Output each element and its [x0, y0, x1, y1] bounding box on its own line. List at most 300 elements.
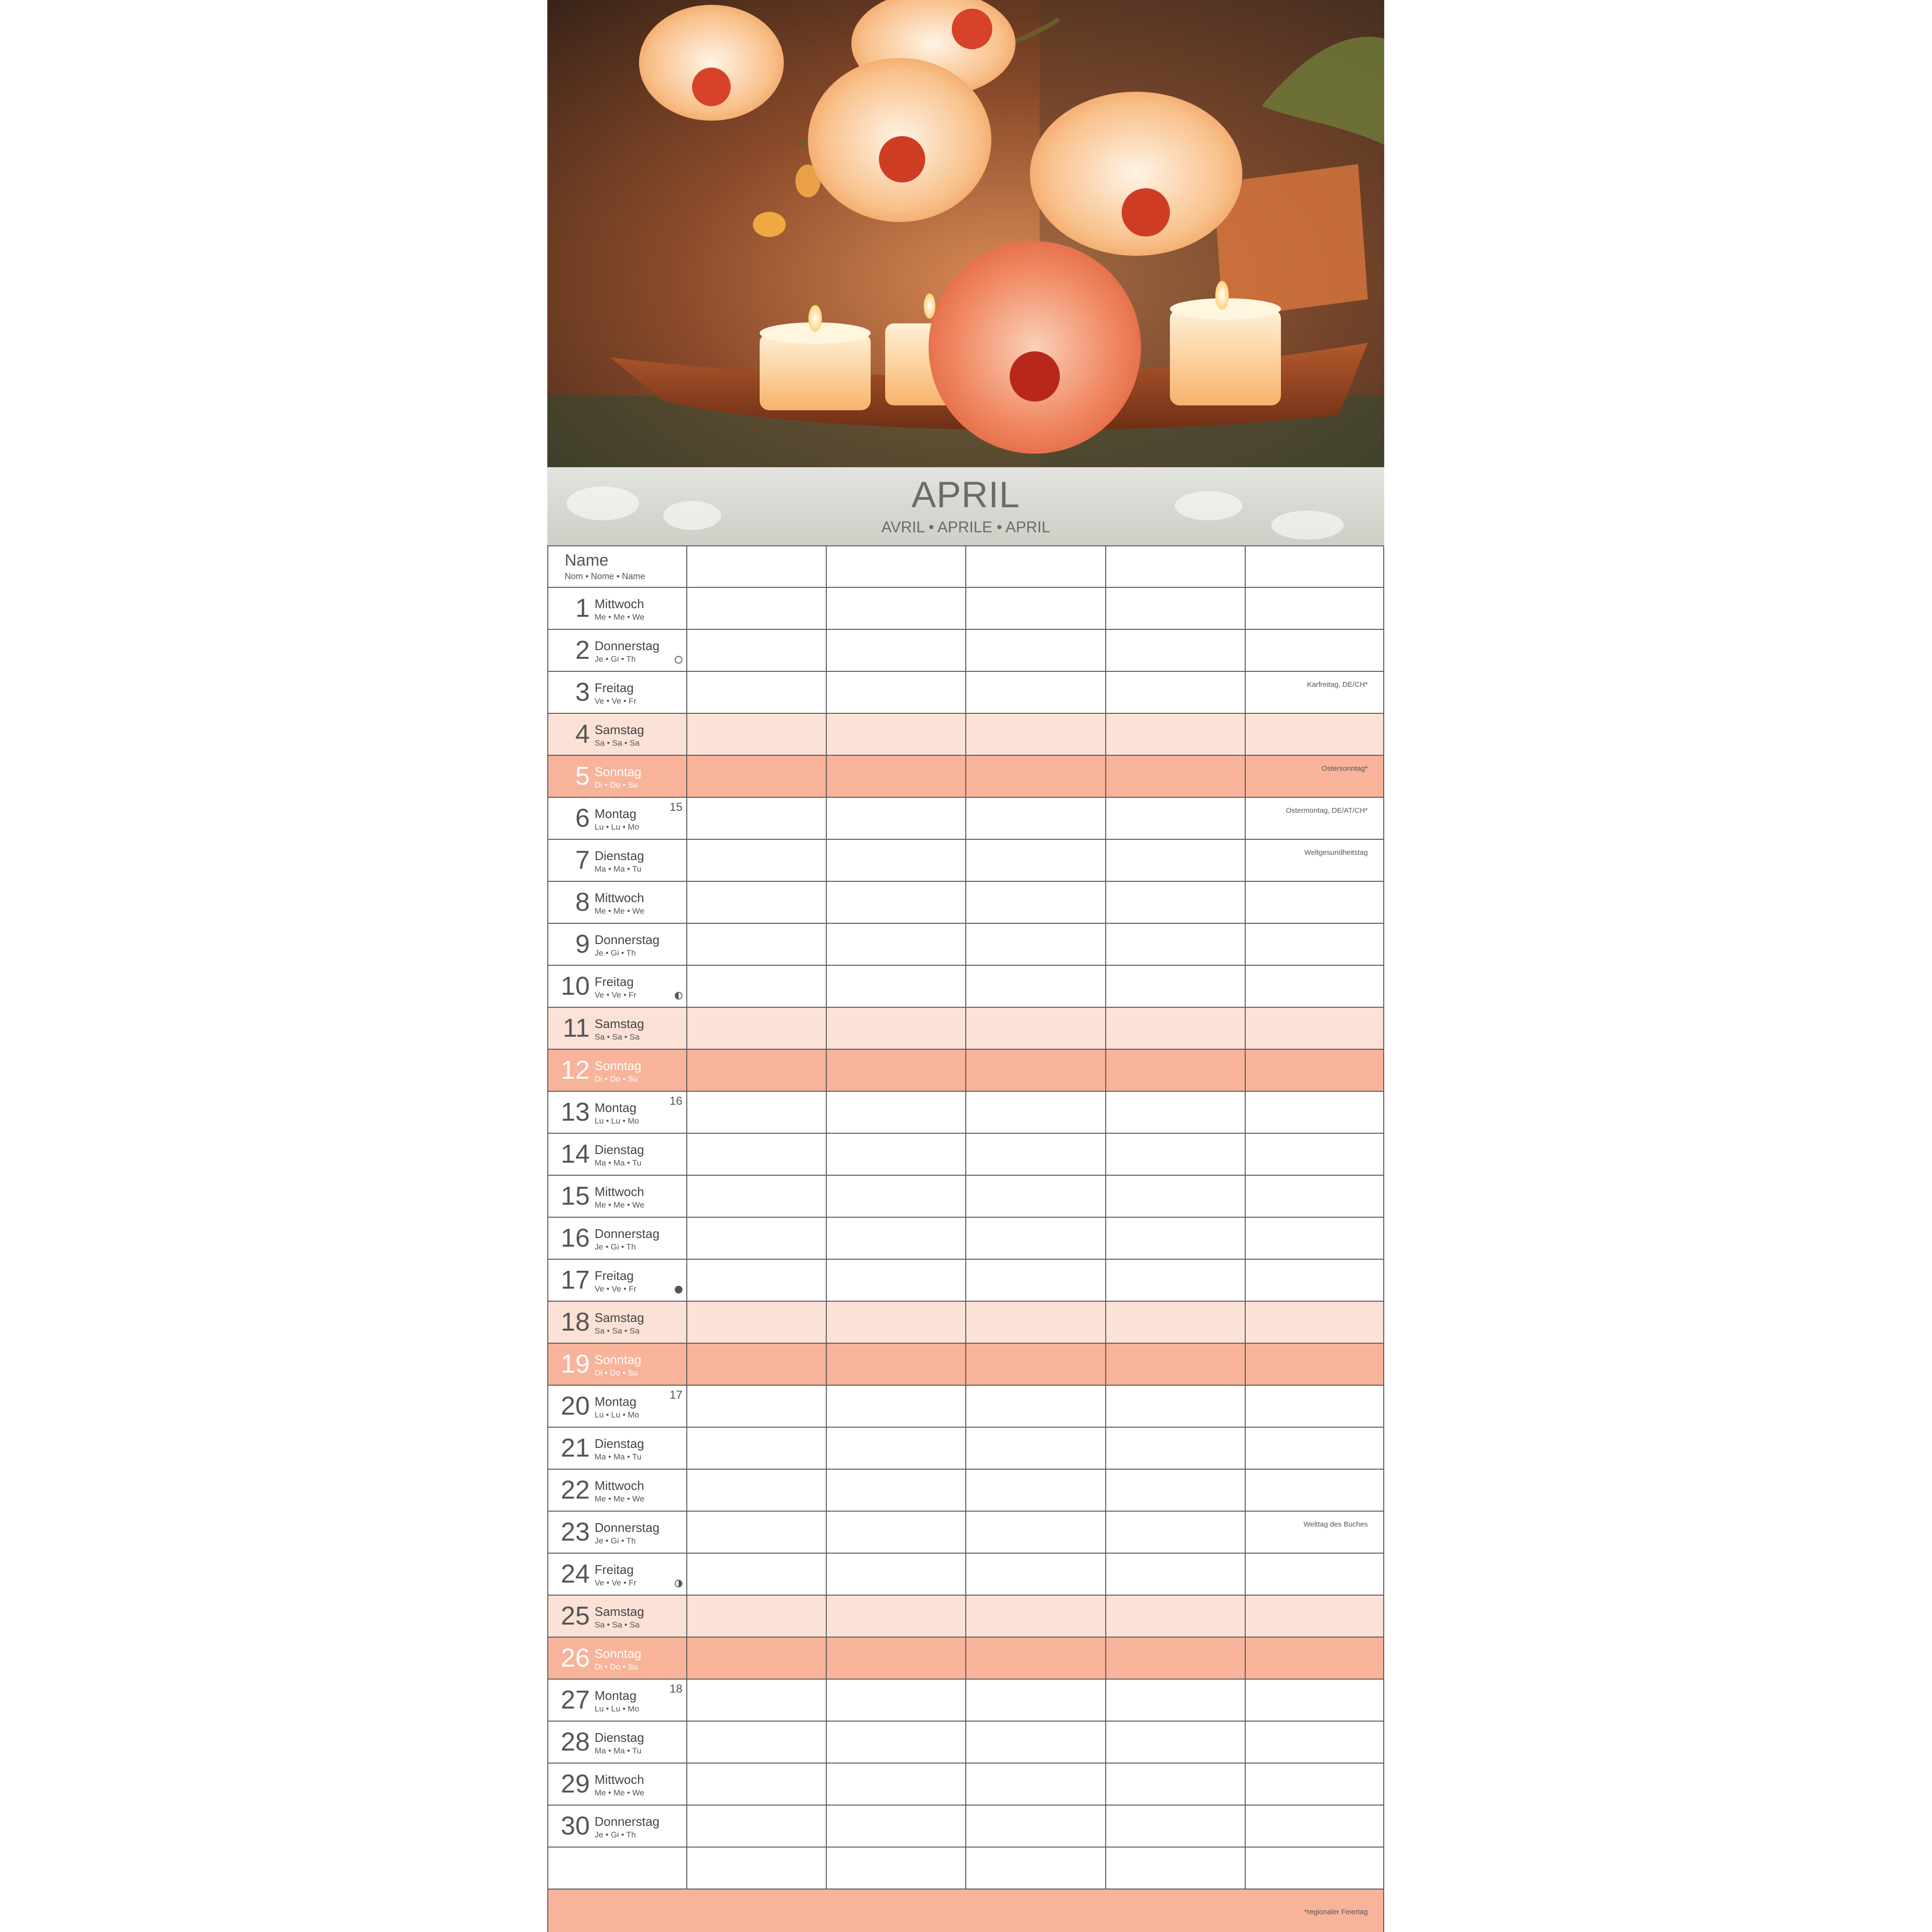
entry-cell[interactable] [965, 1470, 1105, 1511]
day-abbreviations: Sa • Sa • Sa [595, 1620, 640, 1629]
entry-cell[interactable] [1105, 630, 1245, 671]
entry-cell[interactable] [1105, 546, 1245, 588]
day-number: 14 [560, 1140, 590, 1168]
day-number: 13 [560, 1098, 590, 1126]
entry-cell[interactable] [826, 1218, 965, 1259]
day-label [547, 1428, 686, 1470]
entry-cell[interactable] [965, 840, 1105, 881]
day-label [547, 588, 686, 630]
entry-cell[interactable] [686, 1806, 826, 1847]
entry-cell[interactable] [826, 924, 965, 965]
day-abbreviations: Di • Do • Su [595, 1074, 638, 1084]
day-abbreviations: Di • Do • Su [595, 780, 638, 790]
entry-cell[interactable] [686, 1134, 826, 1175]
day-label [547, 756, 686, 798]
day-name: Samstag [595, 723, 644, 737]
entry-cell[interactable] [1245, 1260, 1384, 1301]
day-name: Freitag [595, 1268, 634, 1283]
day-abbreviations: Je • Gi • Th [595, 948, 636, 958]
entry-cell[interactable] [826, 1134, 965, 1175]
entry-cell[interactable] [826, 672, 965, 713]
day-row [547, 1680, 1384, 1722]
day-name: Mittwoch [595, 1772, 644, 1787]
day-label [547, 1722, 686, 1764]
entry-cell[interactable] [1245, 1680, 1384, 1721]
entry-cell[interactable] [826, 1512, 965, 1553]
entry-cell[interactable] [826, 1680, 965, 1721]
day-number: 28 [560, 1727, 590, 1756]
entry-cell[interactable] [686, 1512, 826, 1553]
entry-cell[interactable] [1245, 1176, 1384, 1217]
day-abbreviations: Me • Me • We [595, 612, 645, 622]
day-number: 22 [560, 1475, 590, 1504]
day-number: 7 [575, 846, 590, 875]
entry-cell[interactable] [686, 1218, 826, 1259]
entry-cell[interactable] [1245, 1848, 1384, 1889]
entry-cell[interactable] [1105, 924, 1245, 965]
entry-cell[interactable] [965, 756, 1105, 797]
day-row [547, 924, 1384, 966]
entry-cell[interactable] [826, 1722, 965, 1763]
week-number: 16 [669, 1095, 682, 1108]
entry-cell[interactable] [686, 1470, 826, 1511]
day-name: Montag [595, 806, 637, 821]
entry-cell[interactable] [826, 630, 965, 671]
entry-cell[interactable] [1105, 1806, 1245, 1847]
day-number: 1 [575, 594, 590, 623]
holiday-note: Weltgesundheitstag [1304, 848, 1368, 857]
day-abbreviations: Me • Me • We [595, 1494, 645, 1503]
day-name: Mittwoch [595, 1184, 644, 1199]
entry-cell[interactable] [826, 1050, 965, 1091]
entry-cell[interactable] [686, 1596, 826, 1637]
day-label [547, 1218, 686, 1260]
entry-cell[interactable] [686, 1554, 826, 1595]
day-row [547, 714, 1384, 756]
week-number: 17 [669, 1389, 682, 1402]
entry-cell[interactable] [965, 882, 1105, 923]
day-name: Donnerstag [595, 1226, 660, 1241]
day-label [547, 882, 686, 924]
day-name: Mittwoch [595, 890, 644, 905]
entry-cell[interactable] [1245, 756, 1384, 797]
entry-cell[interactable] [965, 1050, 1105, 1091]
entry-cell[interactable] [826, 546, 965, 588]
entry-cell[interactable] [826, 1176, 965, 1217]
entry-cell[interactable] [686, 1722, 826, 1763]
day-name: Sonntag [595, 764, 641, 779]
entry-cell[interactable] [1245, 798, 1384, 839]
entry-cell[interactable] [1245, 1554, 1384, 1595]
entry-cell[interactable] [1245, 1386, 1384, 1427]
entry-cell[interactable] [1245, 1428, 1384, 1469]
entry-cell[interactable] [686, 798, 826, 839]
day-label [547, 1008, 686, 1050]
entry-cell[interactable] [826, 1596, 965, 1637]
entry-cell[interactable] [1105, 1008, 1245, 1049]
day-row [547, 966, 1384, 1008]
day-abbreviations: Je • Gi • Th [595, 1536, 636, 1545]
entry-cell[interactable] [1105, 1260, 1245, 1301]
day-label [547, 1596, 686, 1638]
entry-cell[interactable] [965, 1134, 1105, 1175]
entry-cell[interactable] [686, 1260, 826, 1301]
entry-cell[interactable] [686, 588, 826, 629]
day-abbreviations: Lu • Lu • Mo [595, 822, 639, 832]
day-abbreviations: Ve • Ve • Fr [595, 990, 637, 1000]
entry-cell[interactable] [965, 1302, 1105, 1343]
day-row [547, 1764, 1384, 1806]
entry-cell[interactable] [826, 1806, 965, 1847]
entry-cell[interactable] [686, 1176, 826, 1217]
entry-cell[interactable] [965, 672, 1105, 713]
day-label [547, 714, 686, 756]
day-label [547, 1386, 686, 1428]
day-label [547, 1260, 686, 1302]
day-abbreviations: Je • Gi • Th [595, 654, 636, 664]
entry-cell[interactable] [686, 714, 826, 755]
day-name: Mittwoch [595, 1478, 644, 1493]
day-label [547, 840, 686, 882]
entry-cell[interactable] [1105, 588, 1245, 629]
day-label [547, 1470, 686, 1512]
entry-cell[interactable] [686, 1344, 826, 1385]
day-number: 12 [560, 1056, 590, 1084]
month-title: APRIL [911, 474, 1020, 515]
entry-cell[interactable] [1245, 1218, 1384, 1259]
day-number: 21 [560, 1433, 590, 1462]
entry-cell[interactable] [1105, 1470, 1245, 1511]
entry-cell[interactable] [965, 1176, 1105, 1217]
day-number: 18 [560, 1307, 590, 1336]
orchid-photo [547, 0, 1384, 467]
day-abbreviations: Di • Do • Su [595, 1662, 638, 1671]
day-row [547, 1302, 1384, 1344]
day-name: Donnerstag [595, 1814, 660, 1829]
day-abbreviations: Sa • Sa • Sa [595, 1032, 640, 1042]
entry-cell[interactable] [965, 714, 1105, 755]
entry-cell[interactable] [965, 1344, 1105, 1385]
entry-cell[interactable] [965, 630, 1105, 671]
entry-cell[interactable] [1245, 1470, 1384, 1511]
entry-cell[interactable] [1105, 1764, 1245, 1805]
entry-cell[interactable] [965, 546, 1105, 588]
entry-cell[interactable] [826, 1302, 965, 1343]
month-subtitle: AVRIL • APRILE • APRIL [881, 518, 1050, 536]
entry-cell[interactable] [686, 1638, 826, 1679]
entry-cell[interactable] [1105, 1176, 1245, 1217]
week-number: 15 [669, 801, 682, 814]
week-number: 18 [669, 1682, 682, 1696]
entry-cell[interactable] [1105, 1680, 1245, 1721]
day-name: Samstag [595, 1604, 644, 1619]
name-header-title: Name [565, 551, 609, 570]
entry-cell[interactable] [686, 1848, 826, 1889]
entry-cell[interactable] [826, 1386, 965, 1427]
entry-cell[interactable] [1105, 1050, 1245, 1091]
day-abbreviations: Sa • Sa • Sa [595, 1326, 640, 1335]
day-label [547, 1554, 686, 1596]
holiday-note: Ostermontag, DE/AT/CH* [1286, 806, 1368, 815]
entry-cell[interactable] [1245, 1344, 1384, 1385]
entry-cell[interactable] [1245, 630, 1384, 671]
entry-cell[interactable] [1245, 1764, 1384, 1805]
day-row [547, 1596, 1384, 1638]
entry-cell[interactable] [965, 1008, 1105, 1049]
day-row [547, 1176, 1384, 1218]
day-row [547, 882, 1384, 924]
entry-cell[interactable] [826, 1428, 965, 1469]
entry-cell[interactable] [1105, 1302, 1245, 1343]
day-name: Sonntag [595, 1646, 641, 1661]
entry-cell[interactable] [1105, 1512, 1245, 1553]
footer-note: *regionaler Feiertag [1304, 1908, 1368, 1916]
day-number: 23 [560, 1517, 590, 1546]
day-number: 19 [560, 1349, 590, 1378]
entry-cell[interactable] [965, 588, 1105, 629]
day-number: 10 [560, 972, 590, 1001]
day-row [547, 672, 1384, 714]
entry-cell[interactable] [1105, 1218, 1245, 1259]
day-abbreviations: Ma • Ma • Tu [595, 864, 641, 874]
entry-cell[interactable] [1105, 1638, 1245, 1679]
day-name: Freitag [595, 1562, 634, 1577]
entry-cell[interactable] [965, 1806, 1105, 1847]
entry-cell[interactable] [826, 756, 965, 797]
entry-cell[interactable] [965, 1092, 1105, 1133]
entry-cell[interactable] [826, 588, 965, 629]
entry-cell[interactable] [965, 966, 1105, 1007]
entry-cell[interactable] [1105, 840, 1245, 881]
day-abbreviations: Lu • Lu • Mo [595, 1704, 639, 1713]
day-name: Donnerstag [595, 1520, 660, 1535]
entry-cell[interactable] [1245, 924, 1384, 965]
day-number: 6 [575, 804, 590, 833]
entry-cell[interactable] [826, 1008, 965, 1049]
day-abbreviations: Je • Gi • Th [595, 1242, 636, 1251]
day-row [547, 1218, 1384, 1260]
entry-cell[interactable] [1245, 1596, 1384, 1637]
day-row [547, 1050, 1384, 1092]
day-number: 15 [560, 1181, 590, 1210]
day-label [547, 672, 686, 714]
entry-cell[interactable] [826, 798, 965, 839]
entry-cell[interactable] [1105, 714, 1245, 755]
entry-cell[interactable] [965, 1260, 1105, 1301]
day-row [547, 1722, 1384, 1764]
day-number: 17 [560, 1265, 590, 1294]
day-name: Samstag [595, 1310, 644, 1325]
entry-cell[interactable] [686, 924, 826, 965]
entry-cell[interactable] [1105, 1344, 1245, 1385]
entry-cell[interactable] [826, 1470, 965, 1511]
entry-cell[interactable] [686, 882, 826, 923]
day-label [547, 1092, 686, 1134]
entry-cell[interactable] [686, 1050, 826, 1091]
new-moon-icon [675, 1286, 682, 1293]
name-header-row [547, 545, 1384, 588]
day-number: 27 [560, 1685, 590, 1714]
entry-cell[interactable] [1245, 1722, 1384, 1763]
entry-cell[interactable] [1245, 714, 1384, 755]
day-row [547, 1134, 1384, 1176]
day-row [547, 756, 1384, 798]
day-number: 16 [560, 1223, 590, 1252]
entry-cell[interactable] [965, 1848, 1105, 1889]
day-name: Dienstag [595, 1142, 644, 1157]
day-row [547, 1638, 1384, 1680]
entry-cell[interactable] [1245, 1638, 1384, 1679]
day-abbreviations: Ve • Ve • Fr [595, 1578, 637, 1587]
entry-cell[interactable] [686, 546, 826, 588]
footer-band [547, 1890, 1384, 1932]
day-row [547, 1386, 1384, 1428]
entry-cell[interactable] [686, 1680, 826, 1721]
entry-cell[interactable] [965, 1554, 1105, 1595]
day-label [547, 1806, 686, 1848]
name-header-subtitle: Nom • Nome • Name [565, 571, 645, 581]
entry-cell[interactable] [686, 1764, 826, 1805]
entry-cell[interactable] [1105, 798, 1245, 839]
entry-cell[interactable] [1245, 672, 1384, 713]
day-number: 25 [560, 1601, 590, 1630]
entry-cell[interactable] [965, 924, 1105, 965]
entry-cell[interactable] [965, 1218, 1105, 1259]
entry-cell[interactable] [826, 882, 965, 923]
calendar-page [547, 0, 1384, 1932]
entry-cell[interactable] [686, 1428, 826, 1469]
day-row [547, 1428, 1384, 1470]
entry-cell[interactable] [965, 1428, 1105, 1469]
entry-cell[interactable] [826, 840, 965, 881]
day-label [547, 966, 686, 1008]
day-label [547, 1680, 686, 1722]
entry-cell[interactable] [826, 1344, 965, 1385]
entry-cell[interactable] [1245, 1302, 1384, 1343]
entry-cell[interactable] [965, 1764, 1105, 1805]
day-abbreviations: Me • Me • We [595, 1788, 645, 1797]
entry-cell[interactable] [1245, 1050, 1384, 1091]
first-moon-icon [675, 1580, 682, 1587]
entry-cell[interactable] [965, 798, 1105, 839]
entry-cell[interactable] [826, 1260, 965, 1301]
day-row [547, 840, 1384, 882]
holiday-note: Karfreitag, DE/CH* [1307, 681, 1368, 689]
entry-cell[interactable] [1105, 882, 1245, 923]
entry-cell[interactable] [1105, 966, 1245, 1007]
entry-cell[interactable] [1105, 1428, 1245, 1469]
entry-cell[interactable] [1245, 882, 1384, 923]
entry-cell[interactable] [1245, 1134, 1384, 1175]
entry-cell[interactable] [686, 1008, 826, 1049]
day-label [547, 1512, 686, 1554]
entry-cell[interactable] [1105, 1386, 1245, 1427]
day-name: Freitag [595, 974, 634, 989]
day-name: Sonntag [595, 1352, 641, 1367]
day-abbreviations: Ma • Ma • Tu [595, 1746, 641, 1755]
day-label [547, 924, 686, 966]
day-name: Donnerstag [595, 932, 660, 947]
holiday-note: Welttag des Buches [1303, 1520, 1368, 1529]
entry-cell[interactable] [1245, 1008, 1384, 1049]
day-abbreviations: Lu • Lu • Mo [595, 1410, 639, 1419]
day-row [547, 630, 1384, 672]
entry-cell[interactable] [686, 1386, 826, 1427]
entry-cell[interactable] [686, 630, 826, 671]
entry-cell[interactable] [965, 1722, 1105, 1763]
entry-cell[interactable] [965, 1596, 1105, 1637]
entry-cell[interactable] [1105, 1092, 1245, 1133]
entry-cell[interactable] [1245, 1806, 1384, 1847]
day-number: 9 [575, 930, 590, 959]
day-abbreviations: Me • Me • We [595, 906, 645, 916]
entry-cell[interactable] [1245, 840, 1384, 881]
entry-cell[interactable] [1245, 588, 1384, 629]
day-name: Dienstag [595, 1436, 644, 1451]
day-row [547, 1554, 1384, 1596]
day-row [547, 1008, 1384, 1050]
day-name: Donnerstag [595, 639, 660, 653]
entry-cell[interactable] [965, 1512, 1105, 1553]
day-abbreviations: Je • Gi • Th [595, 1830, 636, 1839]
entry-cell[interactable] [1105, 1596, 1245, 1637]
entry-cell[interactable] [1105, 756, 1245, 797]
entry-cell[interactable] [1105, 1134, 1245, 1175]
entry-cell[interactable] [1105, 672, 1245, 713]
full-moon-icon [675, 656, 682, 664]
entry-cell[interactable] [1245, 546, 1384, 588]
entry-cell[interactable] [1105, 1722, 1245, 1763]
entry-cell[interactable] [826, 966, 965, 1007]
entry-cell[interactable] [686, 966, 826, 1007]
entry-cell[interactable] [1245, 966, 1384, 1007]
day-row [547, 1806, 1384, 1848]
day-number: 5 [575, 762, 590, 791]
entry-cell[interactable] [1245, 1092, 1384, 1133]
entry-cell[interactable] [686, 1302, 826, 1343]
day-abbreviations: Ve • Ve • Fr [595, 696, 637, 706]
entry-cell[interactable] [1245, 1512, 1384, 1553]
entry-cell[interactable] [686, 756, 826, 797]
day-name: Montag [595, 1688, 637, 1703]
day-name: Mittwoch [595, 597, 644, 611]
day-abbreviations: Ma • Ma • Tu [595, 1452, 641, 1461]
entry-cell[interactable] [965, 1386, 1105, 1427]
entry-cell[interactable] [965, 1638, 1105, 1679]
day-name: Freitag [595, 681, 634, 695]
day-label [547, 1050, 686, 1092]
day-abbreviations: Lu • Lu • Mo [595, 1116, 639, 1126]
day-name: Dienstag [595, 1730, 644, 1745]
entry-cell[interactable] [686, 840, 826, 881]
day-number: 29 [560, 1769, 590, 1798]
entry-cell[interactable] [826, 1764, 965, 1805]
holiday-note: Ostersonntag* [1321, 764, 1368, 773]
entry-cell[interactable] [1105, 1848, 1245, 1889]
day-name: Montag [595, 1100, 637, 1115]
entry-cell[interactable] [826, 714, 965, 755]
entry-cell[interactable] [826, 1554, 965, 1595]
entry-cell[interactable] [686, 1092, 826, 1133]
entry-cell[interactable] [826, 1638, 965, 1679]
entry-cell[interactable] [686, 672, 826, 713]
entry-cell[interactable] [826, 1848, 965, 1889]
entry-cell[interactable] [1105, 1554, 1245, 1595]
entry-cell[interactable] [965, 1680, 1105, 1721]
last-moon-icon [675, 992, 682, 1000]
day-row [547, 1344, 1384, 1386]
entry-cell[interactable] [826, 1092, 965, 1133]
